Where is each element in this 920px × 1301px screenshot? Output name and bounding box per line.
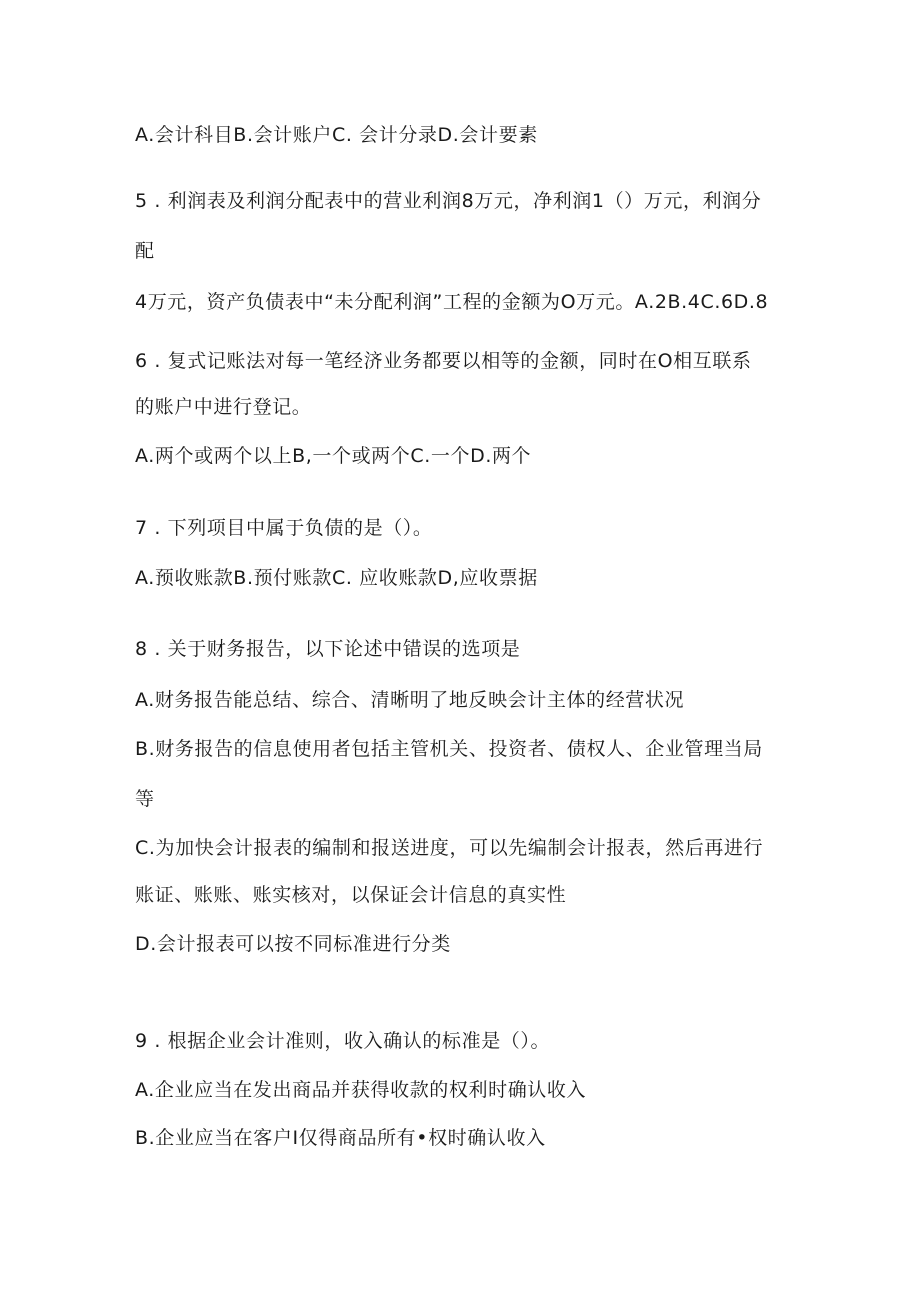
q8-option-d: D.会计报表可以按不同标准进行分类 bbox=[135, 933, 451, 955]
q8-option-c-line-2: 账证、账账、账实核对，以保证会计信息的真实性 bbox=[135, 884, 567, 906]
q6-text-line-1: 6 . 复式记账法对每一笔经济业务都要以相等的金额，同时在O相互联系 bbox=[135, 350, 752, 372]
q8-option-b-line-2: 等 bbox=[135, 788, 155, 810]
q8-option-a: A.财务报告能总结、综合、清晰明了地反映会计主体的经营状况 bbox=[135, 689, 685, 711]
q8-option-c-line-1: C.为加快会计报表的编制和报送进度，可以先编制会计报表，然后再进行 bbox=[135, 837, 764, 859]
q9-option-a: A.企业应当在发出商品并获得收款的权利时确认收入 bbox=[135, 1079, 587, 1101]
q5-text-line-1: 5 . 利润表及利润分配表中的营业利润8万元，净利润1（）万元，利润分 bbox=[135, 190, 762, 212]
q7-text: 7 . 下列项目中属于负债的是（）。 bbox=[135, 517, 433, 539]
q8-option-b-line-1: B.财务报告的信息使用者包括主管机关、投资者、债权人、企业管理当局 bbox=[135, 738, 763, 760]
q5-text-line-2: 配 bbox=[135, 240, 155, 262]
q5-text-line-3-options: 4万元，资产负债表中“未分配利润”工程的金额为O万元。A.2B.4C.6D.8 bbox=[135, 291, 769, 313]
q8-text: 8 . 关于财务报告，以下论述中错误的选项是 bbox=[135, 638, 521, 660]
q9-option-b: B.企业应当在客户I仅得商品所有•权时确认收入 bbox=[135, 1127, 546, 1149]
q9-text: 9 . 根据企业会计准则，收入确认的标准是（）。 bbox=[135, 1030, 551, 1052]
q4-options: A.会计科目B.会计账户C. 会计分录D.会计要素 bbox=[135, 124, 538, 146]
q6-text-line-2: 的账户中进行登记。 bbox=[135, 396, 312, 418]
q6-options: A.两个或两个以上B,一个或两个C.一个D.两个 bbox=[135, 445, 532, 467]
q7-options: A.预收账款B.预付账款C. 应收账款D,应收票据 bbox=[135, 567, 538, 589]
